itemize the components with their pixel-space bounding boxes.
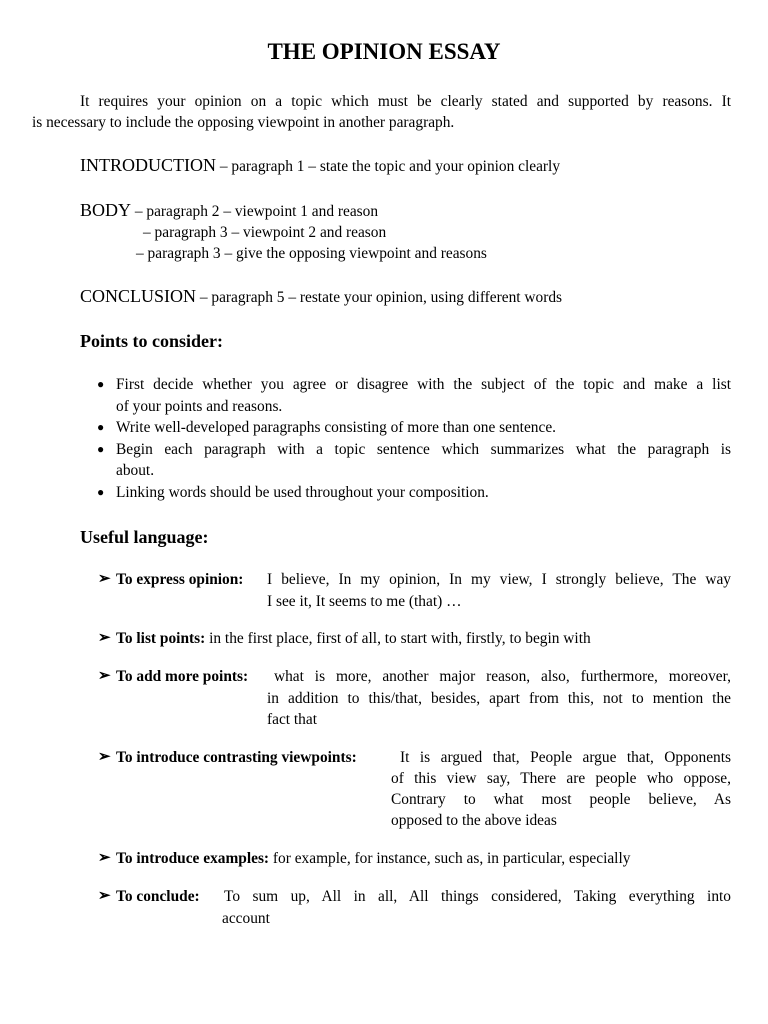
introduction-text: – paragraph 1 – state the topic and your opinion clearly xyxy=(215,158,561,175)
contrasting-line-3: Contrary to what most people believe, As xyxy=(391,791,731,808)
bullet-icon: ● xyxy=(97,485,105,499)
conclude-label: To conclude: xyxy=(116,888,200,905)
introduction-row xyxy=(80,154,560,177)
contrasting-line-4: opposed to the above ideas xyxy=(391,812,557,829)
examples-label: To introduce examples: xyxy=(116,850,270,867)
list-points-text: in the first place, first of all, to start with, firstly, to begin with xyxy=(209,630,591,647)
examples-row xyxy=(116,848,630,869)
conclude-line-1: To sum up, All in all, All things considered, Taking everything into xyxy=(224,888,731,905)
bullet-icon: ● xyxy=(97,377,105,391)
list-points-row xyxy=(116,628,591,649)
contrasting-line-2: of this view say, There are people who oppose, xyxy=(391,770,731,787)
point-3-line-1: Begin each paragraph with a topic sentence which summarizes what the paragraph is xyxy=(116,441,731,458)
useful-heading: Useful language: xyxy=(80,527,209,547)
arrow-bullet-icon: ➢ xyxy=(98,630,111,646)
body-line-3: – paragraph 3 – give the opposing viewpoint and reasons xyxy=(136,245,487,262)
intro-line-2: is necessary to include the opposing viewpoint in another paragraph. xyxy=(32,114,455,131)
intro-line-1: It requires your opinion on a topic which must be clearly stated and supported by reasons. It xyxy=(80,93,731,110)
conclusion-row xyxy=(80,285,562,308)
add-points-line-3: fact that xyxy=(267,711,317,728)
introduction-label: INTRODUCTION xyxy=(80,155,216,175)
list-points-label: To list points: xyxy=(116,630,206,647)
arrow-bullet-icon: ➢ xyxy=(98,749,111,765)
body-line-2: – paragraph 3 – viewpoint 2 and reason xyxy=(143,224,387,241)
contrasting-label: To introduce contrasting viewpoints: xyxy=(116,749,357,766)
conclusion-text: – paragraph 5 – restate your opinion, using different words xyxy=(196,289,563,306)
point-3-line-2: about. xyxy=(116,462,155,479)
conclude-line-2: account xyxy=(222,910,270,927)
point-4-line-1: Linking words should be used throughout your composition. xyxy=(116,484,489,501)
point-1-line-1: First decide whether you agree or disagree with the subject of the topic and make a list xyxy=(116,376,731,393)
conclusion-label: CONCLUSION xyxy=(80,286,197,306)
express-opinion-line-1: I believe, In my opinion, In my view, I strongly believe, The way xyxy=(267,571,731,588)
points-heading: Points to consider: xyxy=(80,331,223,351)
page-title: THE OPINION ESSAY xyxy=(267,39,501,64)
arrow-bullet-icon: ➢ xyxy=(98,668,111,684)
body-row xyxy=(80,199,378,222)
point-2-line-1: Write well-developed paragraphs consisting of more than one sentence. xyxy=(116,419,556,436)
add-points-label: To add more points: xyxy=(116,668,249,685)
examples-text: for example, for instance, such as, in particular, especially xyxy=(272,850,631,867)
express-opinion-label: To express opinion: xyxy=(116,571,244,588)
express-opinion-line-2: I see it, It seems to me (that) … xyxy=(267,593,462,610)
arrow-bullet-icon: ➢ xyxy=(98,888,111,904)
add-points-line-2: in addition to this/that, besides, apart from this, not to mention the xyxy=(267,690,731,707)
body-line-1: – paragraph 2 – viewpoint 1 and reason xyxy=(131,203,379,220)
bullet-icon: ● xyxy=(97,442,105,456)
contrasting-line-1: It is argued that, People argue that, Opponents xyxy=(400,749,731,766)
body-label: BODY xyxy=(80,200,132,220)
arrow-bullet-icon: ➢ xyxy=(98,571,111,587)
bullet-icon: ● xyxy=(97,420,105,434)
add-points-line-1: what is more, another major reason, also, furthermore, moreover, xyxy=(274,668,731,685)
arrow-bullet-icon: ➢ xyxy=(98,850,111,866)
point-1-line-2: of your points and reasons. xyxy=(116,398,283,415)
